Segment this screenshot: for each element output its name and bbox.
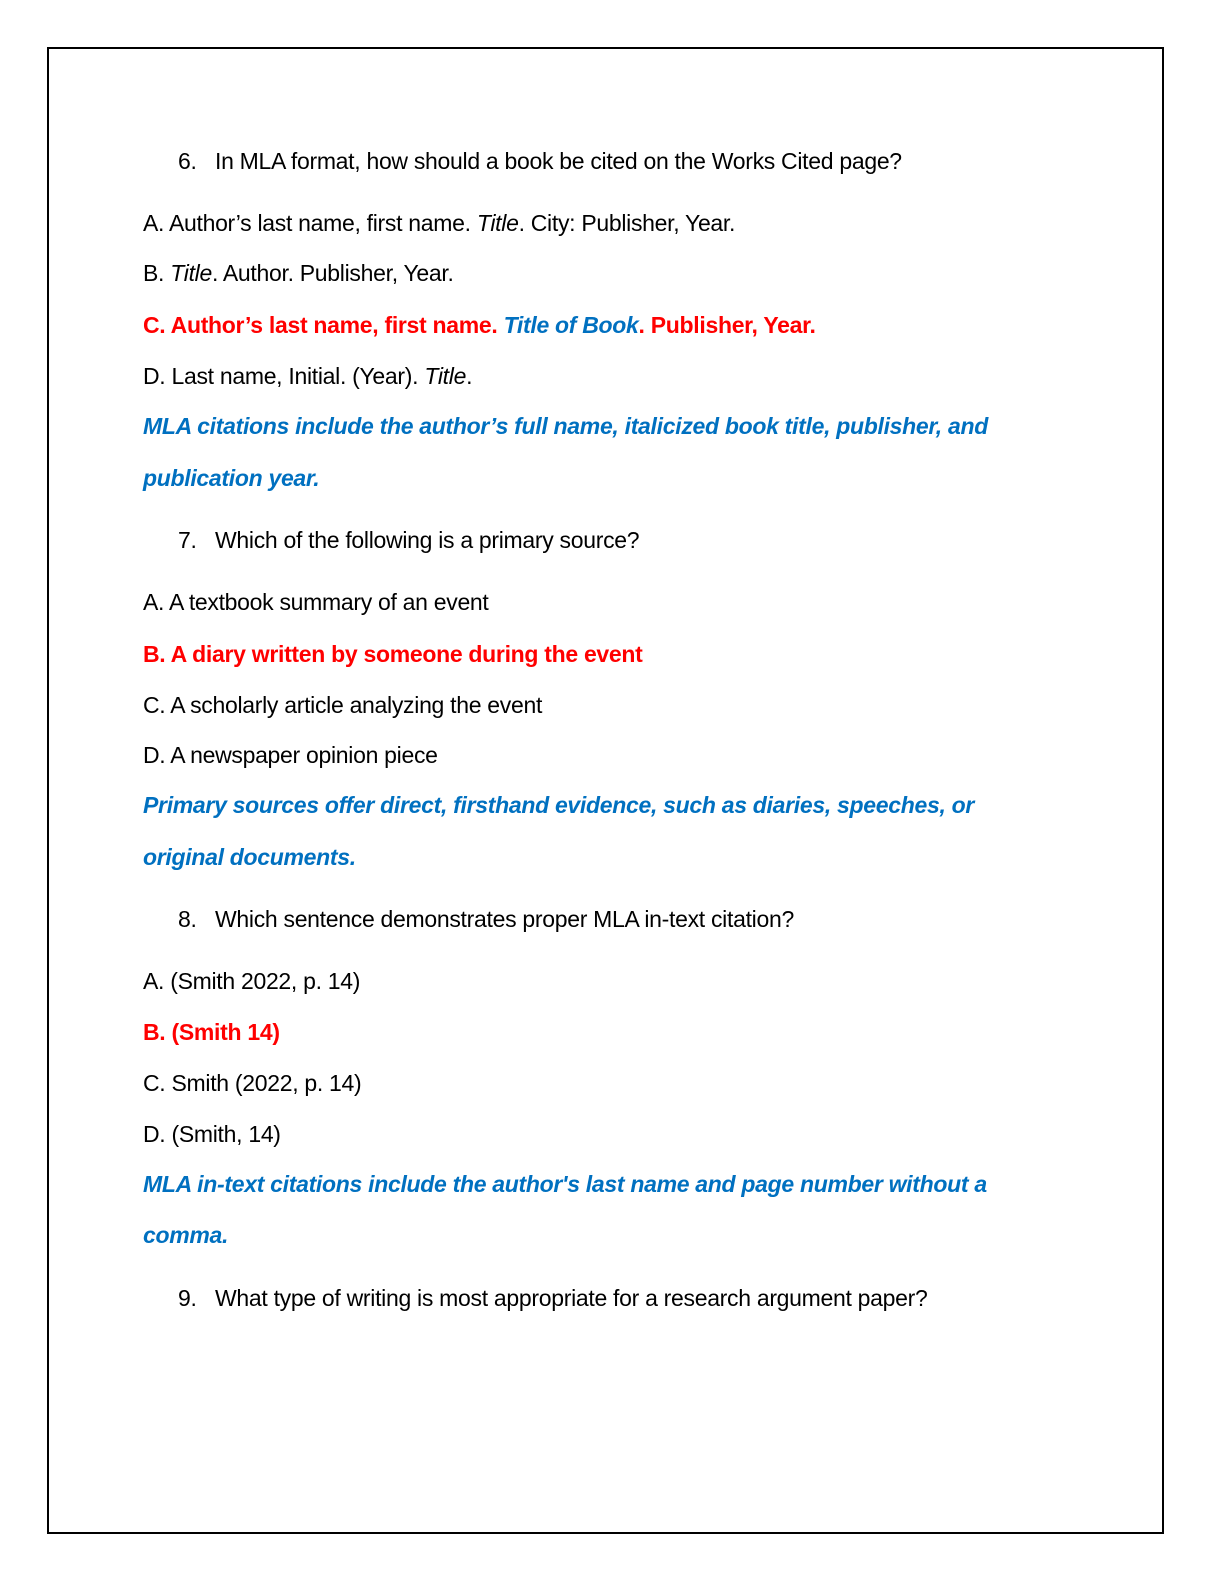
option-text: A. Author’s last name, first name. bbox=[143, 210, 477, 236]
q7-explanation-line-2: original documents. bbox=[143, 844, 356, 870]
option-text: . Author. Publisher, Year. bbox=[211, 260, 454, 286]
question-9 bbox=[178, 1283, 928, 1313]
q6-option-b bbox=[143, 258, 454, 288]
question-number: 7. bbox=[178, 527, 197, 553]
question-text: Which of the following is a primary source? bbox=[215, 527, 640, 553]
option-text: . City: Publisher, Year. bbox=[518, 210, 736, 236]
q7-explanation-line-1: Primary sources offer direct, firsthand evidence, such as diaries, speeches, or bbox=[143, 792, 975, 818]
q6-option-a bbox=[143, 208, 735, 238]
q8-option-a: A. (Smith 2022, p. 14) bbox=[143, 968, 361, 994]
question-8 bbox=[178, 904, 794, 934]
q6-explanation-line-1: MLA citations include the author’s full name, italicized book title, publisher, and bbox=[143, 413, 988, 439]
q7-option-b-correct: B. A diary written by someone during the event bbox=[143, 641, 643, 667]
question-text: What type of writing is most appropriate for a research argument paper? bbox=[215, 1285, 928, 1311]
question-number: 9. bbox=[178, 1285, 197, 1311]
question-text: Which sentence demonstrates proper MLA in-text citation? bbox=[215, 906, 794, 932]
question-number: 6. bbox=[178, 148, 197, 174]
question-text: In MLA format, how should a book be cited on the Works Cited page? bbox=[215, 148, 902, 174]
option-text: C. Author’s last name, first name. bbox=[143, 312, 504, 338]
q8-option-d: D. (Smith, 14) bbox=[143, 1121, 281, 1147]
q8-explanation-line-2: comma. bbox=[143, 1222, 229, 1248]
question-6 bbox=[178, 146, 902, 176]
q7-option-a: A. A textbook summary of an event bbox=[143, 589, 489, 615]
question-7 bbox=[178, 525, 639, 555]
option-text: D. Last name, Initial. (Year). bbox=[143, 363, 425, 389]
q8-option-c: C. Smith (2022, p. 14) bbox=[143, 1070, 362, 1096]
q8-explanation-line-1: MLA in-text citations include the author's last name and page number without a bbox=[143, 1171, 987, 1197]
q6-option-d bbox=[143, 361, 472, 391]
option-text: . bbox=[466, 363, 473, 389]
question-number: 8. bbox=[178, 906, 197, 932]
option-text: B. bbox=[143, 260, 171, 286]
q7-option-c: C. A scholarly article analyzing the event bbox=[143, 692, 543, 718]
q7-option-d: D. A newspaper opinion piece bbox=[143, 742, 438, 768]
q8-option-b-correct: B. (Smith 14) bbox=[143, 1019, 280, 1045]
option-italic-title: Title of Book bbox=[503, 312, 639, 338]
q6-option-c-correct bbox=[143, 310, 816, 340]
option-italic-title: Title bbox=[170, 260, 212, 286]
option-text: . Publisher, Year. bbox=[638, 312, 816, 338]
option-italic-title: Title bbox=[424, 363, 467, 389]
q6-explanation-line-2: publication year. bbox=[143, 465, 320, 491]
option-italic-title: Title bbox=[476, 210, 519, 236]
